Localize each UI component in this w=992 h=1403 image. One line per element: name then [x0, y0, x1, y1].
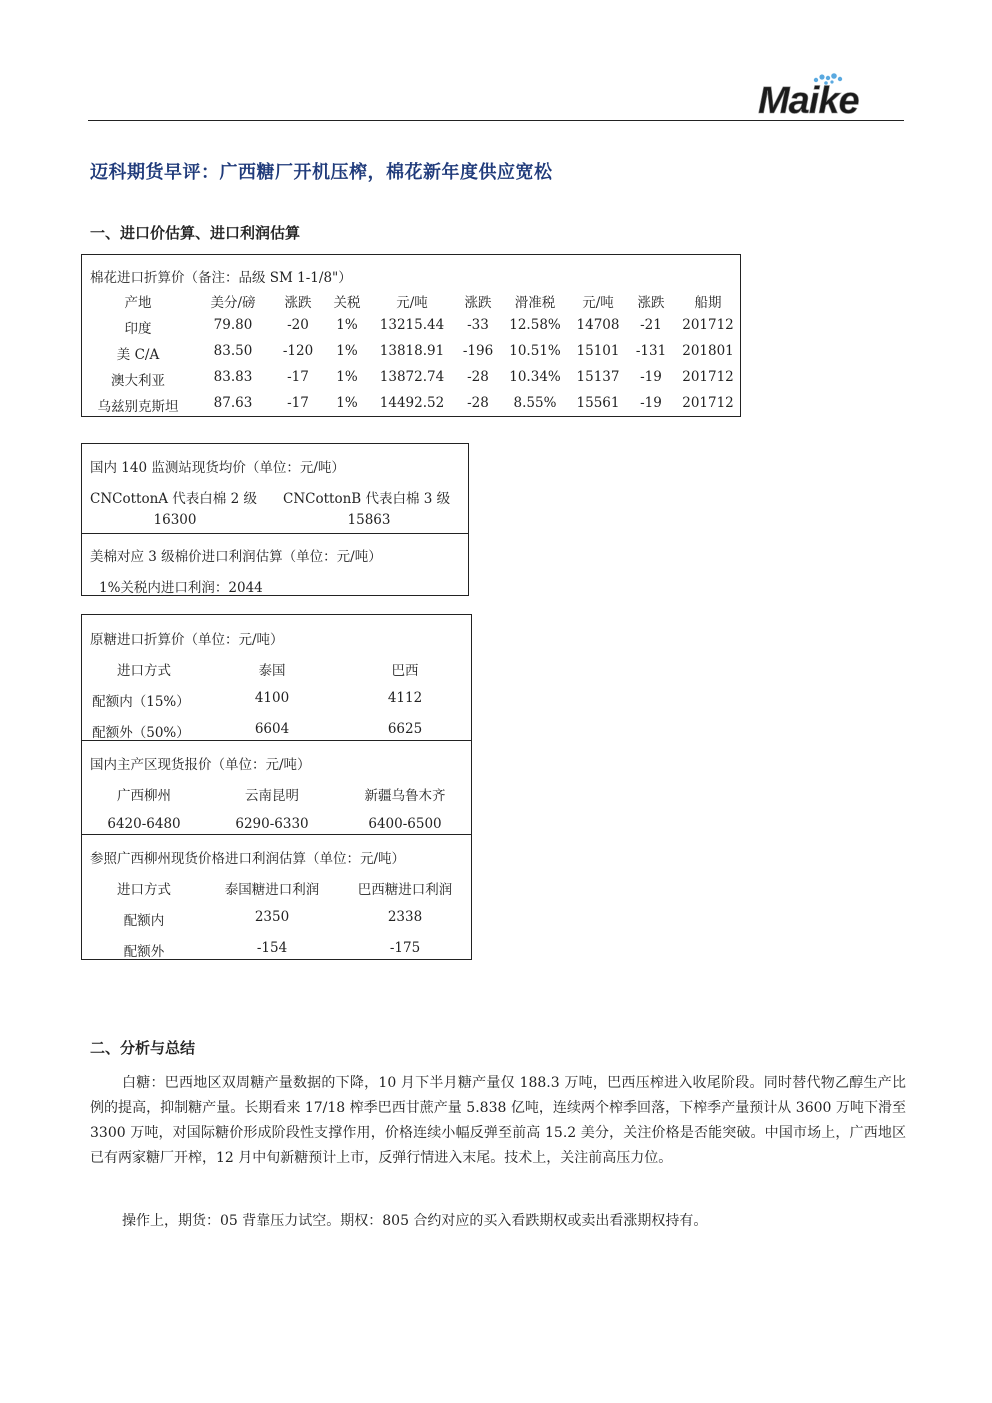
- analysis-paragraph: 白糖：巴西地区双周糖产量数据的下降，10 月下半月糖产量仅 188.3 万吨，巴西压榨进入收尾阶段。同时替代物乙醇生产比例的提高，抑制糖产量。长期看来 17/18 榨季巴西甘蔗产量 5.838 亿吨，连续两个榨季回落，下榨季产量预计从 3600 万吨下滑至 3300 万吨，对国际糖价形成阶段性支撑作用，价格连续小幅反弹至前高 15.2 美分，关注价格是否能突破。中国市场上，广西地区已有两家糖厂开榨，12 月中旬新糖预计上市，反弹行情进入末尾。技术上，关注前高压力位。: [90, 1075, 906, 1166]
- col-header: 泰国糖进口利润: [224, 882, 320, 898]
- table-cell: 印度: [124, 321, 152, 337]
- table-cell: 13818.91: [379, 343, 445, 359]
- table-cell: -131: [635, 343, 667, 359]
- col-header: 巴西糖进口利润: [357, 882, 453, 898]
- sugar-profit-caption: 参照广西柳州现货价格进口利润估算（单位：元/吨）: [90, 851, 406, 867]
- col-header: 滑准税: [514, 295, 556, 311]
- table-cell: -28: [467, 395, 489, 411]
- table-cell: 10.34%: [509, 369, 561, 385]
- divider: [81, 740, 472, 741]
- table-cell: 1%: [336, 317, 358, 333]
- table-cell: 13215.44: [379, 317, 445, 333]
- col-header: 新疆乌鲁木齐: [364, 788, 446, 804]
- sugar-import-table: [81, 614, 472, 960]
- table-cell: -19: [640, 395, 662, 411]
- section-2-heading: 二、分析与总结: [90, 1039, 196, 1057]
- table-cell: 79.80: [213, 317, 253, 333]
- table-cell: -21: [640, 317, 662, 333]
- table-cell: 1%: [336, 395, 358, 411]
- table-cell: -17: [287, 369, 309, 385]
- col-header: 船期: [694, 295, 722, 311]
- table-cell: 8.55%: [513, 395, 557, 411]
- col-header: 泰国: [258, 663, 286, 679]
- table-cell: 14492.52: [379, 395, 445, 411]
- divider: [81, 533, 469, 534]
- col-header: 进口方式: [117, 882, 171, 898]
- table-cell: 4112: [387, 690, 423, 706]
- table-cell: 澳大利亚: [111, 373, 165, 389]
- table-cell: 14708: [576, 317, 620, 333]
- logo-text: Maike: [758, 80, 859, 120]
- col-header: 元/吨: [582, 295, 614, 311]
- col-header: 产地: [124, 295, 152, 311]
- table-cell: 12.58%: [509, 317, 561, 333]
- table-cell: 配额内: [123, 913, 165, 929]
- table-cell: 83.83: [213, 369, 253, 385]
- header-rule: [88, 120, 904, 121]
- cncotton-b-label: CNCottonB 代表白棉 3 级: [283, 491, 451, 507]
- table-cell: 15561: [576, 395, 620, 411]
- domestic-cotton-table: [81, 443, 469, 596]
- spot-value: 6420-6480: [107, 816, 181, 832]
- table-cell: 4100: [254, 690, 290, 706]
- table-cell: -19: [640, 369, 662, 385]
- table-cell: 配额内（15%）: [92, 694, 190, 710]
- table-cell: 83.50: [213, 343, 253, 359]
- table-cell: -154: [256, 940, 288, 956]
- maike-logo: [756, 72, 891, 120]
- cotton-profit-text: 1%关税内进口利润：2044: [99, 580, 263, 596]
- col-header: 巴西: [391, 663, 419, 679]
- table-cell: 15101: [576, 343, 620, 359]
- section-1-heading: 一、进口价估算、进口利润估算: [90, 224, 301, 242]
- col-header: 关税: [333, 295, 361, 311]
- table-cell: 2350: [254, 909, 290, 925]
- table-cell: 配额外: [123, 944, 165, 960]
- spot-price-caption: 国内主产区现货报价（单位：元/吨）: [90, 757, 311, 773]
- table-cell: 201712: [682, 369, 734, 385]
- table-cell: 1%: [336, 369, 358, 385]
- cotton-import-caption: 棉花进口折算价（备注：品级 SM 1-1/8"）: [90, 270, 352, 286]
- table-cell: -20: [287, 317, 309, 333]
- table-cell: 1%: [336, 343, 358, 359]
- table-cell: -120: [282, 343, 314, 359]
- divider: [81, 834, 472, 835]
- spot-value: 6400-6500: [368, 816, 442, 832]
- table-cell: 15137: [576, 369, 620, 385]
- table-cell: -28: [467, 369, 489, 385]
- table-cell: 美 C/A: [116, 347, 160, 363]
- operation-paragraph: 操作上，期货：05 背靠压力试空。期权：805 合约对应的买入看跌期权或卖出看涨期权持有。: [122, 1213, 708, 1229]
- table-cell: 乌兹别克斯坦: [97, 399, 179, 415]
- table-cell: -196: [462, 343, 494, 359]
- table-cell: -175: [389, 940, 421, 956]
- spot-value: 6290-6330: [235, 816, 309, 832]
- cncotton-a-value: 16300: [153, 512, 197, 528]
- col-header: 涨跌: [464, 295, 492, 311]
- domestic-cotton-caption: 国内 140 监测站现货均价（单位：元/吨）: [90, 460, 345, 476]
- cncotton-b-value: 15863: [347, 512, 391, 528]
- col-header: 元/吨: [396, 295, 428, 311]
- table-cell: 2338: [387, 909, 423, 925]
- col-header: 美分/磅: [210, 295, 256, 311]
- cotton-import-table: [81, 254, 741, 417]
- table-cell: 201712: [682, 317, 734, 333]
- page-title: 迈科期货早评：广西糖厂开机压榨，棉花新年度供应宽松: [90, 162, 553, 183]
- table-cell: 87.63: [213, 395, 253, 411]
- table-cell: 201801: [682, 343, 734, 359]
- table-cell: -17: [287, 395, 309, 411]
- col-header: 涨跌: [637, 295, 665, 311]
- table-cell: 201712: [682, 395, 734, 411]
- col-header: 涨跌: [284, 295, 312, 311]
- table-cell: 10.51%: [509, 343, 561, 359]
- cotton-profit-caption: 美棉对应 3 级棉价进口利润估算（单位：元/吨）: [90, 549, 382, 565]
- table-cell: 6604: [254, 721, 290, 737]
- sugar-import-caption: 原糖进口折算价（单位：元/吨）: [90, 632, 284, 648]
- table-cell: 13872.74: [379, 369, 445, 385]
- col-header: 进口方式: [117, 663, 171, 679]
- table-cell: -33: [467, 317, 489, 333]
- table-cell: 配额外（50%）: [92, 725, 190, 741]
- col-header: 广西柳州: [117, 788, 171, 804]
- col-header: 云南昆明: [245, 788, 299, 804]
- cncotton-a-label: CNCottonA 代表白棉 2 级: [90, 491, 257, 507]
- table-cell: 6625: [387, 721, 423, 737]
